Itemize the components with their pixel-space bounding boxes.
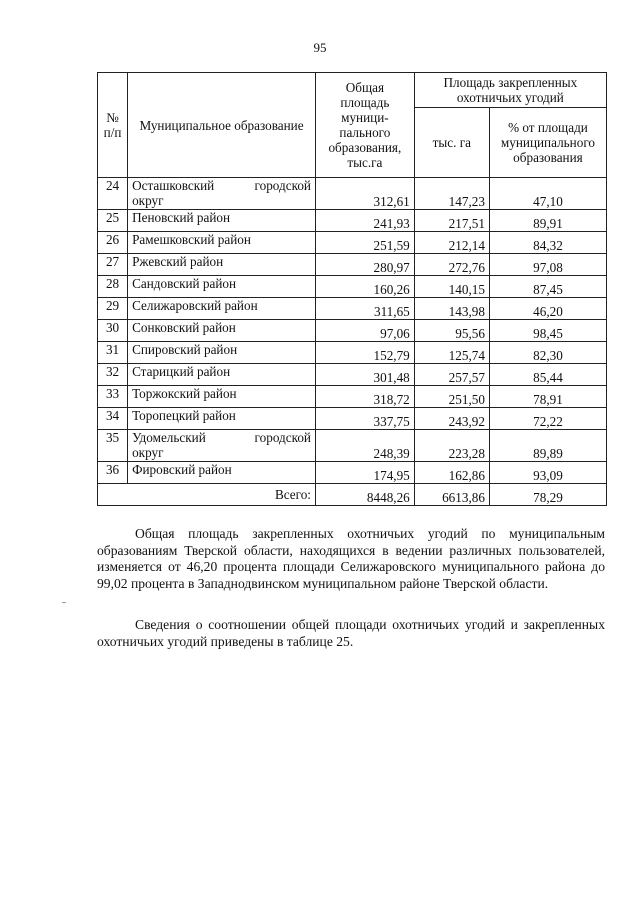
total-area-cell: 312,61 [315, 178, 414, 210]
municipality-name [128, 298, 316, 320]
municipality-name [128, 342, 316, 364]
total-area-cell: 152,79 [315, 342, 414, 364]
total-area-cell: 174,95 [315, 462, 414, 484]
total-row [98, 484, 607, 506]
assigned-pct-cell: 87,45 [489, 276, 606, 298]
total-ths-sum: 6613,86 [414, 484, 489, 506]
municipality-name-line: Рамешковский район [132, 232, 251, 247]
table-row [98, 298, 607, 320]
table-row [98, 254, 607, 276]
header-total-area: Общая площадь муници-пального образования, тыс.га [315, 73, 414, 178]
municipality-name [128, 386, 316, 408]
table-row [98, 342, 607, 364]
assigned-ths-cell: 217,51 [414, 210, 489, 232]
header-assigned-ths: тыс. га [414, 108, 489, 178]
paragraph-range: Общая площадь закрепленных охотничьих угодий по муниципальным образованиям Тверской области, находящихся в ведении различных пользователей, изменяется от 46,20 процента площади Селижаровского муниципального района до 99,02 процента в Западнодвинском муниципальном районе Тверской области. [97, 526, 605, 591]
row-number: 26 [98, 232, 128, 254]
assigned-ths-cell: 272,76 [414, 254, 489, 276]
municipality-name-line: Спировский район [132, 342, 238, 357]
assigned-pct-cell: 72,22 [489, 408, 606, 430]
row-number: 33 [98, 386, 128, 408]
assigned-ths-cell: 95,56 [414, 320, 489, 342]
assigned-ths-cell: 125,74 [414, 342, 489, 364]
municipality-name [128, 408, 316, 430]
row-number: 27 [98, 254, 128, 276]
page-number: 95 [313, 40, 327, 55]
row-number: 31 [98, 342, 128, 364]
municipality-name-line: Осташковский городской [132, 178, 311, 193]
row-number: 36 [98, 462, 128, 484]
total-area-cell: 311,65 [315, 298, 414, 320]
table-row [98, 408, 607, 430]
total-area-sum: 8448,26 [315, 484, 414, 506]
assigned-ths-cell: 223,28 [414, 430, 489, 462]
total-area-cell: 160,26 [315, 276, 414, 298]
municipality-name-line: округ [132, 193, 164, 208]
municipality-name [128, 462, 316, 484]
row-number: 35 [98, 430, 128, 462]
total-area-cell: 318,72 [315, 386, 414, 408]
row-number: 24 [98, 178, 128, 210]
table-row [98, 320, 607, 342]
municipality-name [128, 178, 316, 210]
table-row [98, 232, 607, 254]
municipality-name-line: Удомельский городской [132, 430, 311, 445]
assigned-pct-cell: 89,91 [489, 210, 606, 232]
municipality-name-line: Пеновский район [132, 210, 231, 225]
total-pct: 78,29 [489, 484, 606, 506]
total-area-cell: 301,48 [315, 364, 414, 386]
assigned-ths-cell: 243,92 [414, 408, 489, 430]
municipality-name [128, 210, 316, 232]
assigned-ths-cell: 251,50 [414, 386, 489, 408]
row-number: 32 [98, 364, 128, 386]
total-area-cell: 337,75 [315, 408, 414, 430]
row-number: 28 [98, 276, 128, 298]
municipality-name-line: Фировский район [132, 462, 232, 477]
municipality-name [128, 364, 316, 386]
municipality-name [128, 276, 316, 298]
assigned-pct-cell: 93,09 [489, 462, 606, 484]
municipality-name-line: Сандовский район [132, 276, 237, 291]
table-row [98, 462, 607, 484]
municipality-name [128, 254, 316, 276]
header-assigned-pct: % от площади муниципального образования [489, 108, 606, 178]
row-number: 25 [98, 210, 128, 232]
row-number: 30 [98, 320, 128, 342]
header-municipality: Муниципальное образование [128, 73, 316, 178]
table-row [98, 386, 607, 408]
municipality-name-line: Торжокский район [132, 386, 237, 401]
row-number: 29 [98, 298, 128, 320]
total-area-cell: 251,59 [315, 232, 414, 254]
assigned-pct-cell: 98,45 [489, 320, 606, 342]
assigned-pct-cell: 47,10 [489, 178, 606, 210]
assigned-pct-cell: 84,32 [489, 232, 606, 254]
assigned-pct-cell: 46,20 [489, 298, 606, 320]
table-body [98, 178, 607, 506]
paragraph-reference: Сведения о соотношении общей площади охотничьих угодий и закрепленных охотничьих угодий приведены в таблице 25. [97, 617, 605, 649]
assigned-pct-cell: 82,30 [489, 342, 606, 364]
municipality-name [128, 430, 316, 462]
header-num: № п/п [98, 73, 128, 178]
table-row [98, 178, 607, 210]
assigned-pct-cell: 97,08 [489, 254, 606, 276]
header-assigned-area: Площадь закрепленных охотничьих угодий [414, 73, 606, 108]
table-row [98, 430, 607, 462]
total-area-cell: 241,93 [315, 210, 414, 232]
municipality-name [128, 232, 316, 254]
municipality-name-line: Селижаровский район [132, 298, 258, 313]
assigned-pct-cell: 89,89 [489, 430, 606, 462]
total-area-cell: 248,39 [315, 430, 414, 462]
municipality-name-line: Сонковский район [132, 320, 236, 335]
total-area-cell: 97,06 [315, 320, 414, 342]
table-row [98, 364, 607, 386]
assigned-ths-cell: 143,98 [414, 298, 489, 320]
scan-mark [62, 602, 66, 603]
assigned-ths-cell: 147,23 [414, 178, 489, 210]
assigned-ths-cell: 257,57 [414, 364, 489, 386]
table-row [98, 276, 607, 298]
assigned-ths-cell: 212,14 [414, 232, 489, 254]
municipality-name-line: Ржевский район [132, 254, 224, 269]
municipality-name-line: Торопецкий район [132, 408, 236, 423]
municipality-name-line: Старицкий район [132, 364, 231, 379]
assigned-ths-cell: 140,15 [414, 276, 489, 298]
assigned-pct-cell: 85,44 [489, 364, 606, 386]
assigned-pct-cell: 78,91 [489, 386, 606, 408]
table-row [98, 210, 607, 232]
total-label: Всего: [98, 484, 316, 506]
row-number: 34 [98, 408, 128, 430]
hunting-grounds-table [97, 72, 607, 506]
municipality-name [128, 320, 316, 342]
total-area-cell: 280,97 [315, 254, 414, 276]
assigned-ths-cell: 162,86 [414, 462, 489, 484]
municipality-name-line: округ [132, 445, 164, 460]
